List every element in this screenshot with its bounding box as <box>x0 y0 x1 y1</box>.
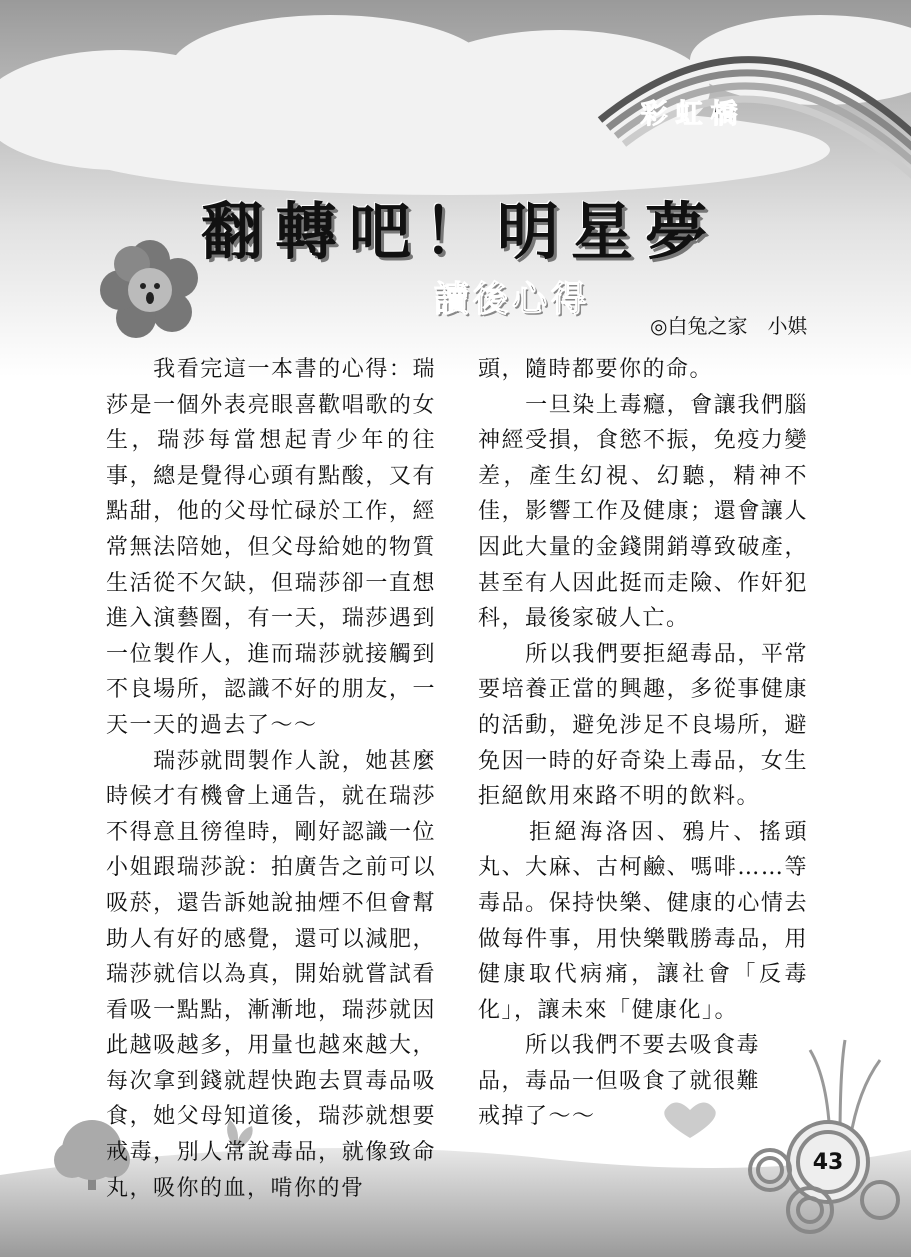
paragraph: 所以我們不要去吸食毒 品，毒品一但吸食了就很難 戒掉了～～ <box>478 1033 761 1130</box>
article-title: 翻轉吧！明星夢 <box>200 195 719 268</box>
paragraph: 一旦染上毒癮，會讓我們腦神經受損，食慾不振，免疫力變差，產生幻視、幻聽，精神不佳，影響工作及健康；還會讓人因此大量的金錢開銷導致破產，甚至有人因此挺而走險、作奸犯科，最後家破人亡。 <box>478 392 808 632</box>
paragraph: 拒絕海洛因、鴉片、搖頭丸、大麻、古柯鹼、嗎啡……等毒品。保持快樂、健康的心情去做每件事，用快樂戰勝毒品，用健康取代病痛，讓社會「反毒化」，讓未來「健康化」。 <box>478 819 808 1023</box>
section-tag: 彩虹橋 <box>640 99 746 130</box>
text-column-right <box>478 352 808 1135</box>
article-subtitle: 讀後心得 <box>433 280 590 320</box>
paragraph: 我看完這一本書的心得：瑞莎是一個外表亮眼喜歡唱歌的女生，瑞莎每當想起青少年的往事，總是覺得心頭有點酸，又有點甜，他的父母忙碌於工作，經常無法陪她，但父母給她的物質生活從不欠缺，但瑞莎卻一直想進入演藝圈，有一天，瑞莎遇到一位製作人，進而瑞莎就接觸到不良場所，認識不好的朋友，一天一天的過去了～～ <box>106 357 436 738</box>
text-column-left <box>106 352 436 1206</box>
paragraph: 所以我們要拒絕毒品，平常要培養正當的興趣，多從事健康的活動，避免涉足不良場所，避免因一時的好奇染上毒品，女生拒絕飲用來路不明的飲料。 <box>478 641 808 810</box>
page-number: 43 <box>812 1150 844 1175</box>
paragraph: 瑞莎就問製作人說，她甚麼時候才有機會上通告，就在瑞莎不得意且徬徨時，剛好認識一位小姐跟瑞莎說：拍廣告之前可以吸菸，還告訴她說抽煙不但會幫助人有好的感覺，還可以減肥，瑞莎就信以為真，開始就嘗試看看吸一點點，漸漸地，瑞莎就因此越吸越多，用量也越來越大，每次拿到錢就趕快跑去買毒品吸食，她父母知道後，瑞莎就想要戒毒，別人常說毒品，就像致命丸，吸你的血，啃你的骨 <box>106 748 436 1201</box>
author-byline: ◎白兔之家 小娸 <box>650 314 808 338</box>
paragraph: 頭，隨時都要你的命。 <box>478 357 714 382</box>
